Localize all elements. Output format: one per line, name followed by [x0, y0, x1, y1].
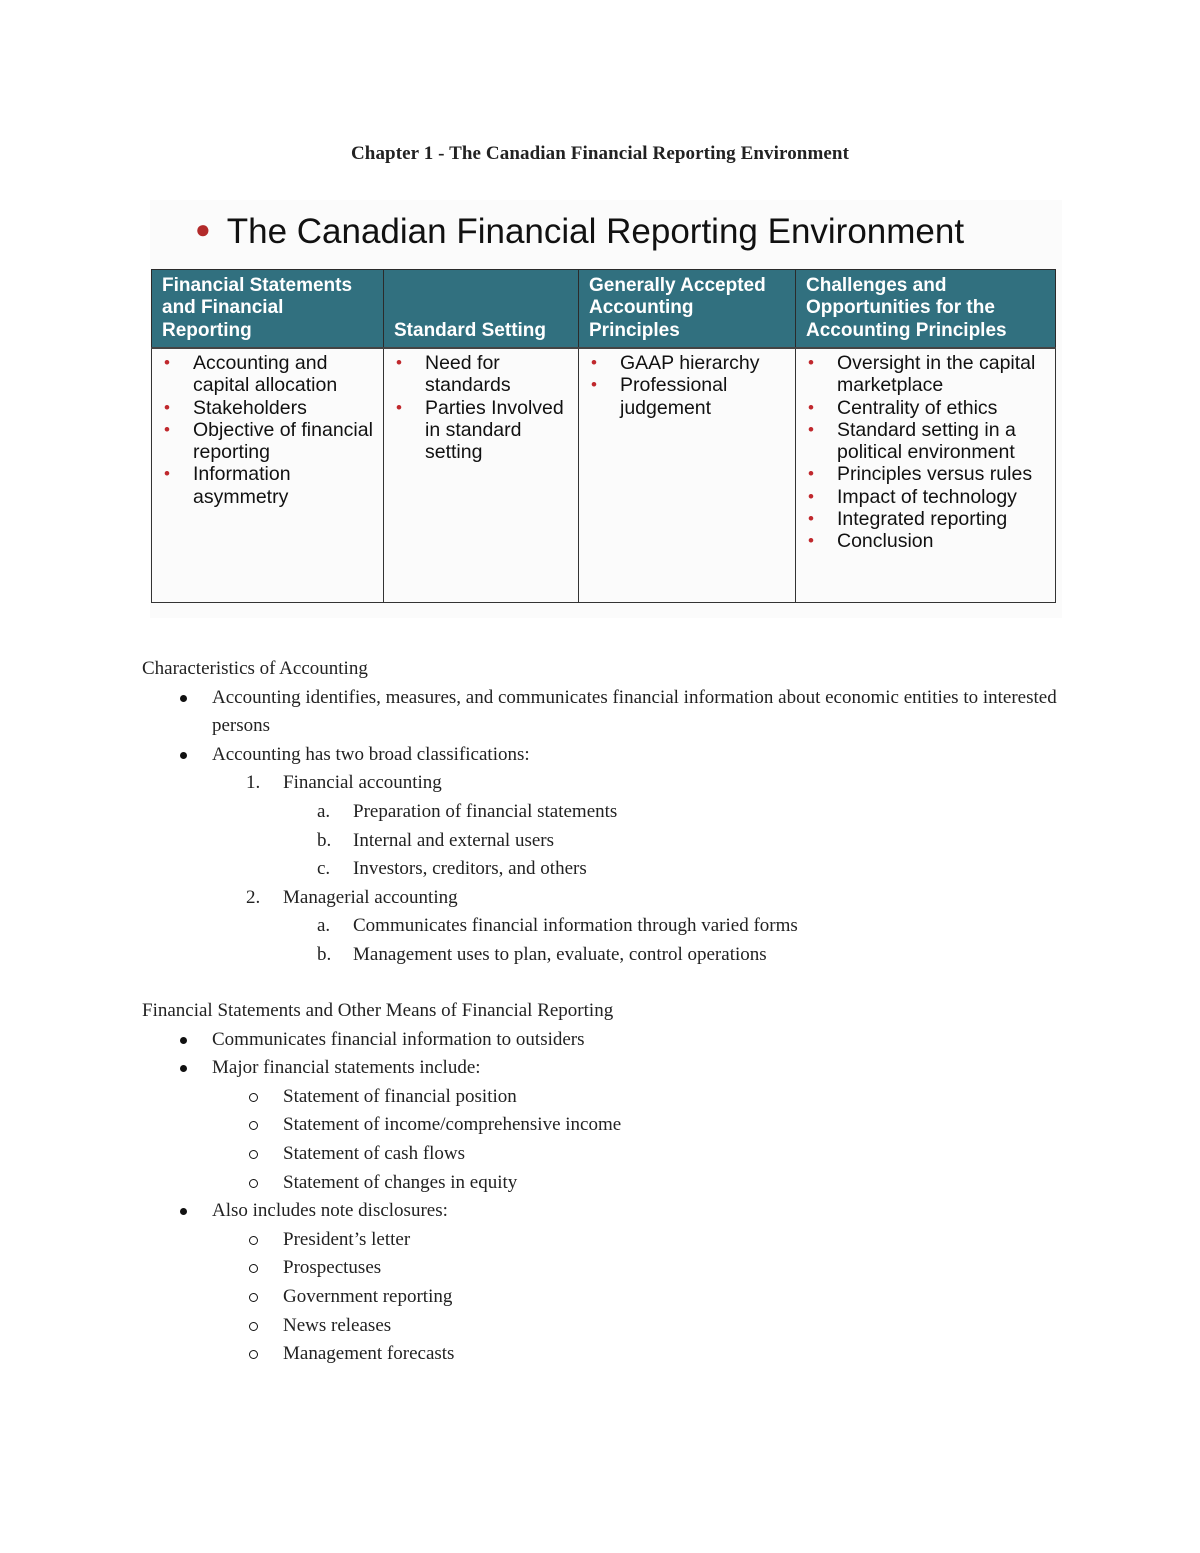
list-item-text: Statement of financial position [283, 1085, 517, 1107]
list-item: • Need for standards [390, 352, 572, 397]
circle-bullet-icon [249, 1236, 258, 1245]
list-item [142, 912, 1072, 941]
bullet-icon [180, 1208, 187, 1215]
list-item [142, 855, 1072, 884]
list-letter: b. [317, 829, 332, 851]
list-item-text: Management forecasts [283, 1343, 455, 1365]
table-cell [152, 348, 384, 603]
section-heading: Financial Statements and Other Means of Financial Reporting [142, 1000, 614, 1021]
list-item: • Standard setting in a political environment [802, 419, 1049, 464]
table-header-row [152, 270, 1056, 349]
list-letter: b. [317, 943, 332, 965]
list-item-text: Also includes note disclosures: [212, 1200, 448, 1222]
list-item: • Stakeholders [158, 397, 377, 419]
list-item [142, 1140, 1072, 1169]
bullet-icon: ● [195, 214, 211, 244]
list-item [142, 1197, 1072, 1226]
circle-bullet-icon [249, 1121, 258, 1130]
list-item [142, 798, 1072, 827]
list-item-text: Statement of income/comprehensive income [283, 1114, 622, 1136]
column-header: Challenges and Opportunities for the Accounting Principles [796, 270, 1056, 349]
list-item [142, 1083, 1072, 1112]
table-cell [796, 348, 1056, 603]
list-item: • Professional judgement [585, 374, 789, 419]
circle-bullet-icon [249, 1093, 258, 1102]
circle-bullet-icon [249, 1322, 258, 1331]
list-item-text: Statement of cash flows [283, 1142, 466, 1164]
characteristics-section [142, 655, 1072, 970]
list-item: • Parties Involved in standard setting [390, 397, 572, 464]
list-letter: a. [317, 915, 331, 937]
list-item: • Conclusion [802, 530, 1049, 552]
list-item: • Principles versus rules [802, 463, 1049, 485]
list-item [142, 1169, 1072, 1198]
list-item [142, 1026, 1072, 1055]
circle-bullet-icon [249, 1293, 258, 1302]
list-item-text: Statement of changes in equity [283, 1171, 518, 1193]
list-item: • Oversight in the capital marketplace [802, 352, 1049, 397]
list-item-text: Government reporting [283, 1285, 453, 1307]
statements-section [142, 997, 1072, 1369]
list-item [142, 1226, 1072, 1255]
list-item [142, 827, 1072, 856]
table-cell [579, 348, 796, 603]
column-header: Financial Statements and Financial Reporting [152, 270, 384, 349]
list-letter: c. [317, 858, 331, 880]
list-item-text: Preparation of financial statements [353, 800, 618, 822]
list-item-text: Accounting identifies, measures, and communicates financial information about economic entities to interested persons [212, 686, 1057, 737]
list-item [142, 884, 1072, 913]
list-item-text: Accounting has two broad classifications: [212, 743, 530, 765]
list-item [142, 769, 1072, 798]
list-item-text: Management uses to plan, evaluate, control operations [353, 943, 767, 965]
list-item-text: Internal and external users [353, 829, 554, 851]
circle-bullet-icon [249, 1264, 258, 1273]
list-item: • Objective of financial reporting [158, 419, 377, 464]
list-item [142, 1340, 1072, 1369]
circle-bullet-icon [249, 1179, 258, 1188]
list-item: • Accounting and capital allocation [158, 352, 377, 397]
list-item: • Centrality of ethics [802, 397, 1049, 419]
list-item-text: Major financial statements include: [212, 1057, 481, 1079]
list-item-text: Managerial accounting [283, 886, 458, 908]
bullet-icon [180, 695, 187, 702]
list-letter: a. [317, 800, 331, 822]
slide-heading [195, 212, 964, 252]
list-item: • Impact of technology [802, 486, 1049, 508]
list-number: 1. [246, 772, 261, 794]
list-item [142, 1054, 1072, 1083]
list-number: 2. [246, 886, 261, 908]
table-cell [384, 348, 579, 603]
page-title: Chapter 1 - The Canadian Financial Reporting Environment [350, 143, 850, 164]
circle-bullet-icon [249, 1350, 258, 1359]
topics-table [151, 269, 1056, 603]
slide-image [150, 200, 1062, 618]
list-item-text: Investors, creditors, and others [353, 858, 587, 880]
list-item: • Information asymmetry [158, 463, 377, 508]
circle-bullet-icon [249, 1150, 258, 1159]
list-item-text: Communicates financial information through varied forms [353, 915, 798, 937]
list-item [142, 1254, 1072, 1283]
list-item-text: President’s letter [283, 1228, 411, 1250]
list-item: • Integrated reporting [802, 508, 1049, 530]
slide-heading-text: The Canadian Financial Reporting Environment [226, 212, 965, 251]
column-header: Generally Accepted Accounting Principles [579, 270, 796, 349]
list-item [142, 1312, 1072, 1341]
list-item [142, 941, 1072, 970]
list-item: • GAAP hierarchy [585, 352, 789, 374]
list-item [142, 684, 1072, 741]
list-item [142, 741, 1072, 770]
bullet-icon [180, 1065, 187, 1072]
list-item-text: News releases [283, 1314, 392, 1336]
bullet-icon [180, 1037, 187, 1044]
list-item-text: Financial accounting [283, 772, 442, 794]
list-item [142, 1111, 1072, 1140]
bullet-icon [180, 752, 187, 759]
column-header: Standard Setting [384, 270, 579, 349]
list-item [142, 1283, 1072, 1312]
list-item-text: Communicates financial information to outsiders [212, 1028, 585, 1050]
list-item-text: Prospectuses [283, 1257, 382, 1279]
section-heading: Characteristics of Accounting [142, 658, 368, 679]
table-row [152, 348, 1056, 603]
